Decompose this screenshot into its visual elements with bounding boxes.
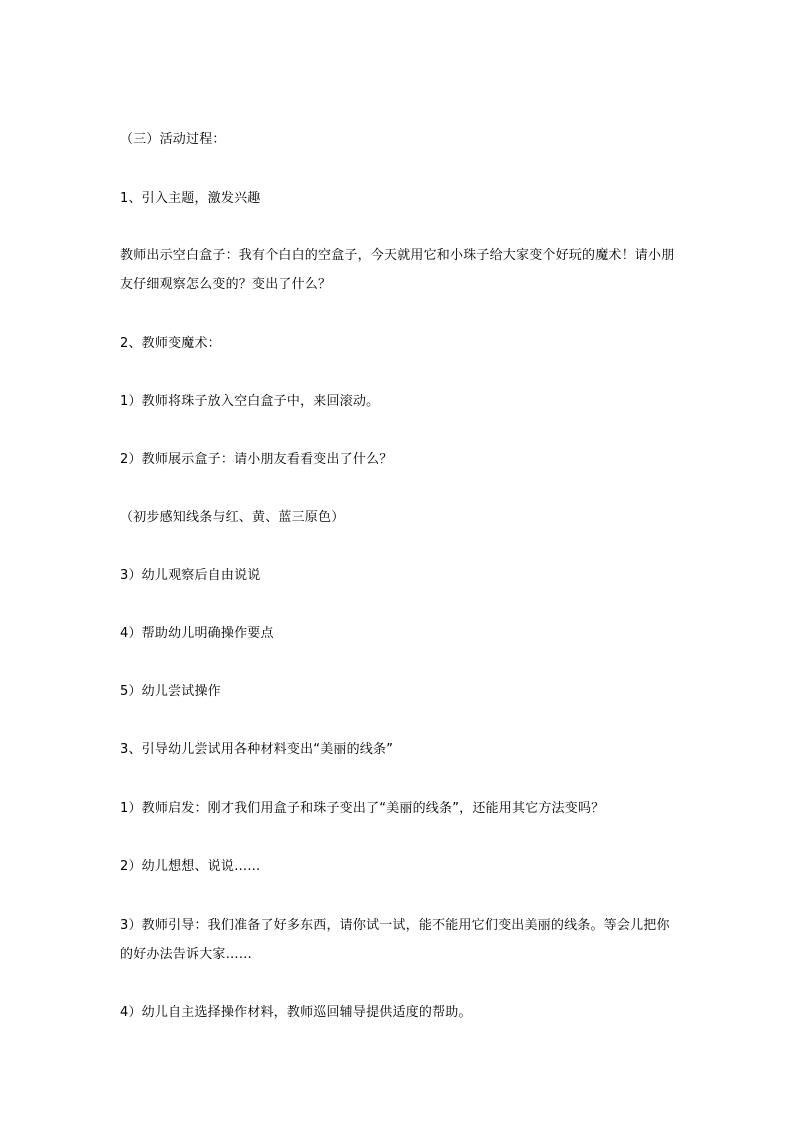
list-item: 4）帮助幼儿明确操作要点 — [120, 626, 274, 641]
list-item: 1）教师将珠子放入空白盒子中，来回滚动。 — [120, 394, 380, 409]
list-item: 3）教师引导：我们准备了好多东西，请你试一试，能不能用它们变出美丽的线条。等会儿把你的好办法告诉大家…… — [120, 918, 670, 962]
paragraph-teacher-box: 教师出示空白盒子：我有个白白的空盒子，今天就用它和小珠子给大家变个好玩的魔术！请小朋友仔细观察怎么变的？变出了什么？ — [120, 248, 675, 292]
section-heading: （三）活动过程： — [120, 132, 226, 147]
list-item: 5）幼儿尝试操作 — [120, 684, 221, 699]
note-paragraph: （初步感知线条与红、黄、蓝三原色） — [120, 510, 345, 525]
list-item: 2）教师展示盒子：请小朋友看看变出了什么？ — [120, 452, 393, 467]
step-1-heading: 1、引入主题，激发兴趣 — [120, 191, 261, 206]
list-item: 2）幼儿想想、说说…… — [120, 859, 261, 874]
list-item: 3）幼儿观察后自由说说 — [120, 568, 261, 583]
list-item: 4）幼儿自主选择操作材料，教师巡回辅导提供适度的帮助。 — [120, 1005, 472, 1020]
step-3-heading: 3、引导幼儿尝试用各种材料变出“美丽的线条” — [120, 742, 394, 757]
list-item: 1）教师启发：刚才我们用盒子和珠子变出了“美丽的线条”，还能用其它方法变吗？ — [120, 801, 605, 816]
step-2-heading: 2、教师变魔术： — [120, 336, 221, 351]
